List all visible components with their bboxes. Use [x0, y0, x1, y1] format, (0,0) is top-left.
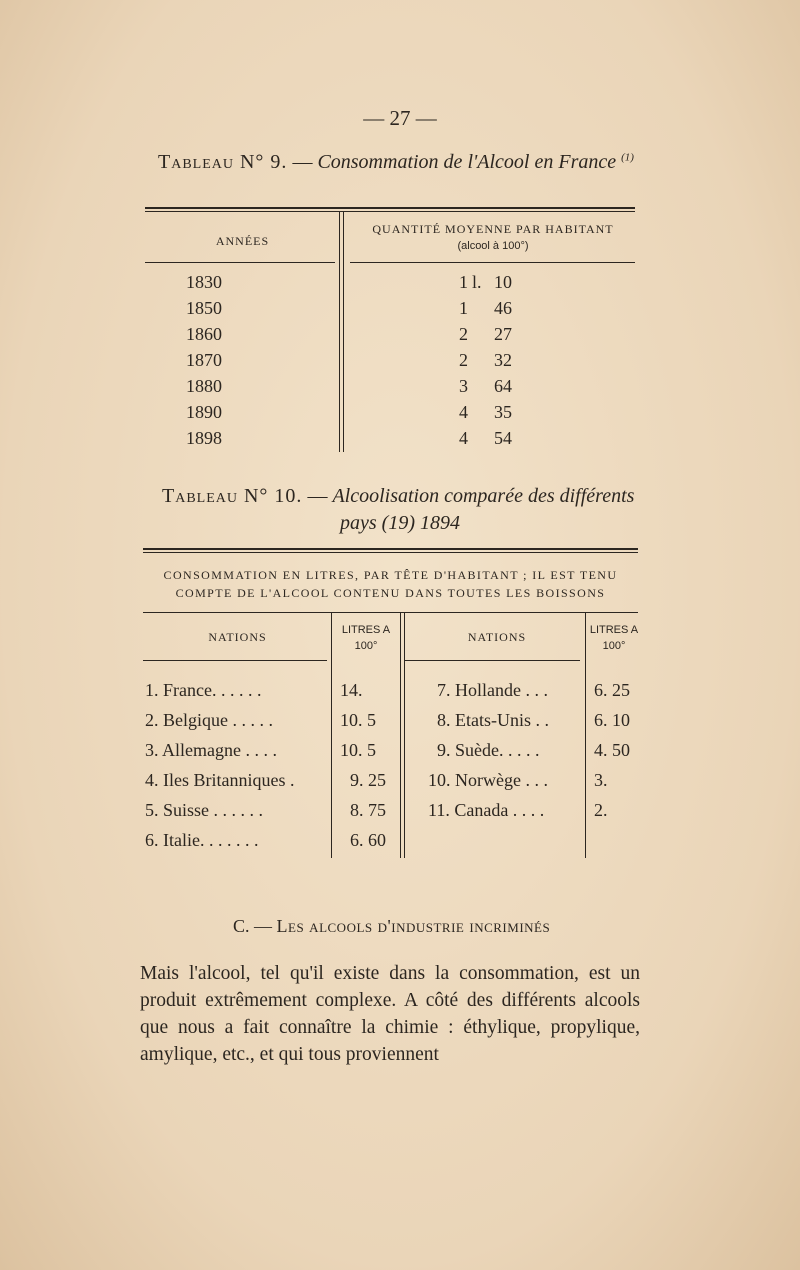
- litres-cell: 2: [459, 324, 468, 344]
- table9-row: [186, 402, 222, 423]
- table9-header-rule-left: [145, 262, 335, 263]
- section-letter: C. —: [233, 916, 273, 936]
- body-paragraph: Mais l'alcool, tel qu'il existe dans la consommation, est un produit extrêmement complexe. A côté des différents alcools que nous a fait connaître la chimie : éthylique, propylique, amylique, etc., et qui tous proviennent: [140, 963, 640, 1065]
- table9-row: [186, 298, 222, 319]
- centilitres-cell: 32: [494, 350, 512, 370]
- table10-header-degree-right: 100°: [602, 640, 626, 652]
- table10-top-rule-thin: [143, 552, 638, 553]
- value-cell: 9. 25: [350, 770, 386, 790]
- table10-header-rule-1: [143, 660, 327, 661]
- year-cell: 1830: [186, 272, 222, 292]
- table10-title-line2: pays (19) 1894: [340, 512, 460, 534]
- nation-cell: 8. Etats-Unis . .: [437, 710, 549, 730]
- value-cell: 10. 5: [340, 740, 376, 760]
- table10-label: Tableau N° 10.: [162, 485, 303, 507]
- table9-divider-2: [343, 212, 344, 452]
- centilitres-cell: 46: [494, 298, 512, 318]
- nation-cell: 9. Suède. . . . .: [437, 740, 540, 760]
- year-cell: 1850: [186, 298, 222, 318]
- table9-row: [186, 376, 222, 397]
- table9-footnote-ref: (1): [621, 151, 634, 164]
- table9-header-years: ANNÉES: [215, 234, 270, 248]
- centilitres-cell: 27: [494, 324, 512, 344]
- value-cell: 6. 25: [594, 680, 630, 700]
- litres-cell: 1: [459, 298, 468, 318]
- table9-label: Tableau N° 9.: [158, 151, 288, 173]
- table9-divider-1: [339, 212, 340, 452]
- litres-cell: 3: [459, 376, 468, 396]
- table10-divider-b2: [404, 613, 405, 858]
- nation-cell: 1. France. . . . . .: [145, 680, 262, 700]
- value-cell: 2.: [594, 800, 608, 820]
- litres-cell: 1: [459, 272, 468, 292]
- centilitres-cell: 35: [494, 402, 512, 422]
- table9-row: [186, 428, 222, 449]
- table9-header-unit: (alcool à 100°): [457, 240, 529, 252]
- nation-cell: 11. Canada . . . .: [428, 800, 545, 820]
- value-cell: 10. 5: [340, 710, 376, 730]
- year-cell: 1880: [186, 376, 222, 396]
- value-cell: 14.: [340, 680, 363, 700]
- table10-header-line2: COMPTE DE L'ALCOOL CONTENU DANS TOUTES LES BOISSONS: [175, 586, 606, 600]
- table10-divider-c: [585, 613, 586, 858]
- section-title: Les alcools d'industrie incriminés: [276, 916, 551, 936]
- table10-header-litres-left: LITRES A: [341, 624, 391, 636]
- table10-divider-b1: [400, 613, 401, 858]
- value-cell: 3.: [594, 770, 608, 790]
- year-cell: 1890: [186, 402, 222, 422]
- nation-cell: 4. Iles Britanniques .: [145, 770, 295, 790]
- table10-caption-line2: [0, 512, 800, 535]
- centilitres-cell: 54: [494, 428, 512, 448]
- table10-header-line1: CONSOMMATION EN LITRES, PAR TÊTE D'HABITANT ; IL EST TENU: [163, 568, 618, 582]
- value-cell: 6. 10: [594, 710, 630, 730]
- nation-cell: 6. Italie. . . . . . .: [145, 830, 259, 850]
- table10-title: Alcoolisation comparée des différents: [332, 485, 635, 507]
- value-cell: 6. 60: [350, 830, 386, 850]
- nation-cell: 5. Suisse . . . . . .: [145, 800, 264, 820]
- table10-divider-a: [331, 613, 332, 858]
- table9-title: Consommation de l'Alcool en France: [317, 151, 617, 173]
- section-heading: [233, 916, 550, 937]
- table9-header-quantity: QUANTITÉ MOYENNE PAR HABITANT: [372, 222, 614, 236]
- page-number: — 27 —: [363, 106, 437, 130]
- table9-dash: —: [292, 151, 313, 173]
- year-cell: 1860: [186, 324, 222, 344]
- table10-header-rule-2: [405, 660, 580, 661]
- litres-unit: l.: [472, 272, 482, 292]
- litres-cell: 4: [459, 428, 468, 448]
- table9-top-rule-thin: [145, 211, 635, 212]
- table10-header-degree-left: 100°: [354, 640, 378, 652]
- table10-dash: —: [307, 485, 328, 507]
- nation-cell: 3. Allemagne . . . .: [145, 740, 277, 760]
- nation-cell: 2. Belgique . . . . .: [145, 710, 273, 730]
- table10-header-litres-right: LITRES A: [589, 624, 639, 636]
- centilitres-cell: 64: [494, 376, 512, 396]
- table9-caption: [158, 151, 634, 174]
- table10-top-rule: [143, 548, 638, 550]
- year-cell: 1870: [186, 350, 222, 370]
- table9-header-rule-right: [350, 262, 635, 263]
- nation-cell: 10. Norwège . . .: [428, 770, 548, 790]
- value-cell: 4. 50: [594, 740, 630, 760]
- litres-cell: 4: [459, 402, 468, 422]
- table9-row: [186, 324, 222, 345]
- table10-header-nations-right: NATIONS: [467, 630, 527, 644]
- nation-cell: 7. Hollande . . .: [437, 680, 548, 700]
- centilitres-cell: 10: [494, 272, 512, 292]
- table10-caption: [162, 485, 634, 508]
- table9-row: [186, 272, 222, 293]
- table10-subheader-rule: [143, 612, 638, 613]
- table9-row: [186, 350, 222, 371]
- value-cell: 8. 75: [350, 800, 386, 820]
- year-cell: 1898: [186, 428, 222, 448]
- table9-top-rule: [145, 207, 635, 209]
- litres-cell: 2: [459, 350, 468, 370]
- table10-header-nations-left: NATIONS: [208, 630, 267, 644]
